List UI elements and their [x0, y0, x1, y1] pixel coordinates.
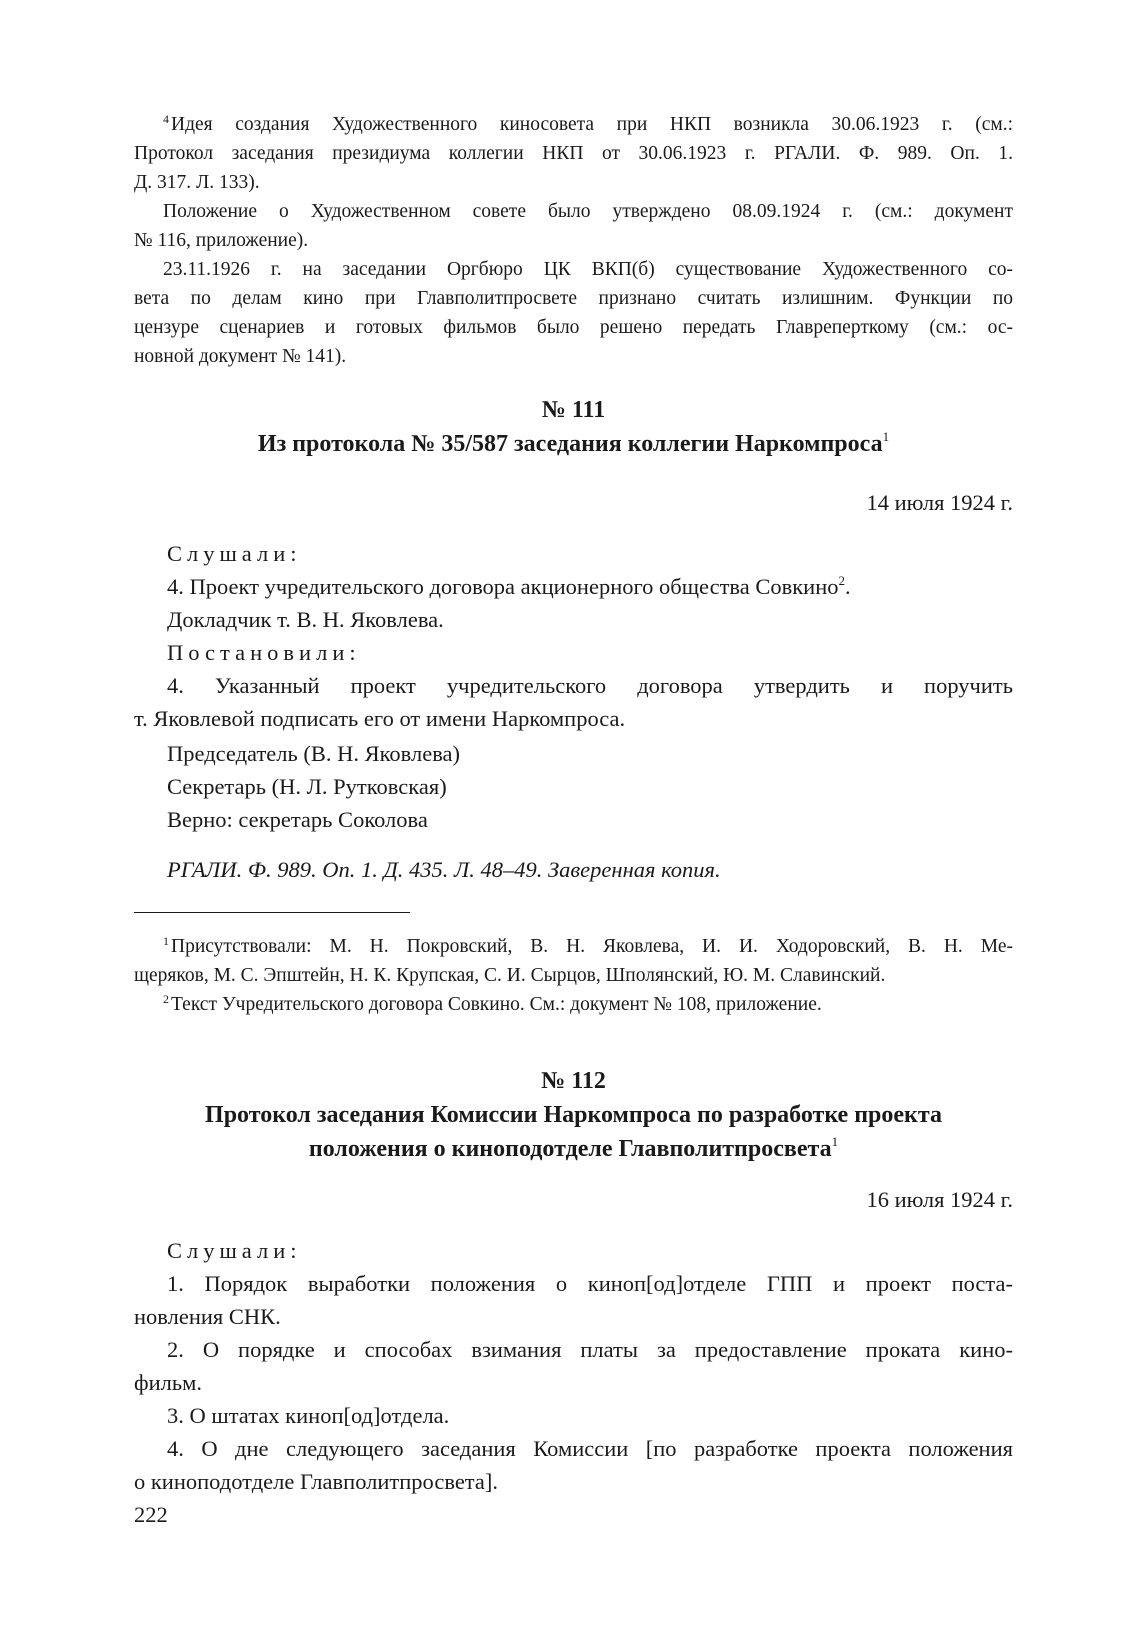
doc112-header	[134, 1064, 1013, 1166]
note-p2-line-1: Положение о Художественном совете было утверждено 08.09.1924 г. (см.: документ	[163, 201, 1013, 222]
doc112-item2-line-2: фильм.	[134, 1370, 202, 1395]
doc112-heard-label: Слушали:	[167, 1238, 302, 1263]
doc111-footnote1-line-1: $^1$ Присутствовали: М. Н. Покровский, В. Н. Яковлева, И. И. Ходоровский, В. Н. Ме-	[163, 934, 1013, 957]
doc111-footnote2: $^2$ Текст Учредительского договора Совкино. См.: документ № 108, приложение.	[163, 992, 822, 1015]
doc112-item4-line-2: о киноподотделе Главполитпросвета].	[134, 1469, 499, 1494]
doc111-signatures	[134, 737, 1013, 836]
doc111-speaker: Докладчик т. В. Н. Яковлева.	[167, 607, 444, 632]
doc111-footnote1-mark: 1	[163, 934, 169, 948]
note-p2-line-2: № 116, приложение).	[134, 230, 309, 251]
doc112-item3: 3. О штатах киноп[од]отдела.	[167, 1403, 450, 1428]
doc111-decision-line-2: т. Яковлевой подписать его от имени Наркомпроса.	[134, 706, 626, 731]
top-notes	[134, 110, 1013, 371]
doc112-number: № 112	[541, 1068, 606, 1094]
note-p3-line-1: 23.11.1926 г. на заседании Оргбюро ЦК ВКП(б) существование Художественного со-	[163, 259, 1013, 280]
doc111-sign-chair: Председатель (В. Н. Яковлева)	[167, 741, 461, 766]
doc112-item1-line-2: новления СНК.	[134, 1304, 281, 1329]
note4-mark: 4	[163, 112, 169, 126]
footnote-divider	[134, 912, 410, 913]
doc111-footnote2-mark: 2	[163, 992, 169, 1006]
doc111-title: Из протокола № 35/587 заседания коллегии Наркомпроса$^1$	[257, 429, 890, 457]
doc111-date: 14 июля 1924 г.	[866, 490, 1013, 515]
doc111-decided-label: Постановили:	[167, 640, 361, 665]
note-p3-line-2: вета по делам кино при Главполитпросвете признано считать излишним. Функции по	[134, 288, 1013, 309]
doc111-heard-label: Слушали:	[167, 541, 302, 566]
note-p3-line-4: новной документ № 141).	[134, 346, 347, 367]
doc112-date: 16 июля 1924 г.	[866, 1187, 1013, 1212]
doc112-body	[134, 1234, 1013, 1498]
doc111-title-note: 1	[882, 429, 890, 444]
doc112-title-note: 1	[831, 1134, 839, 1149]
doc111-header	[134, 393, 1013, 461]
doc111-date-block	[134, 486, 1013, 519]
doc111-archive-block	[134, 853, 1013, 886]
doc112-item1-line-1: 1. Порядок выработки положения о киноп[од]отделе ГПП и проект поста-	[167, 1271, 1013, 1296]
page-number: 222	[134, 1502, 168, 1527]
doc111-item-heard-note: 2	[838, 573, 846, 588]
doc111-sign-true: Верно: секретарь Соколова	[167, 807, 428, 832]
doc111-footnote1-line-2: щеряков, М. С. Эпштейн, Н. К. Крупская, С. И. Сырцов, Шполянский, Ю. М. Славинский.	[134, 965, 886, 986]
doc112-item2-line-1: 2. О порядке и способах взимания платы за предоставление проката кино-	[167, 1337, 1013, 1362]
doc112-item4-line-1: 4. О дне следующего заседания Комиссии [по разработке проекта положения	[167, 1436, 1013, 1461]
doc112-title-line-1: Протокол заседания Комиссии Наркомпроса по разработке проекта	[205, 1102, 942, 1128]
doc111-body	[134, 537, 1013, 735]
doc111-item-heard: 4. Проект учредительского договора акционерного общества Совкино$^2$.	[167, 573, 851, 599]
note4-line-1: $^4$ Идея создания Художественного киносовета при НКП возникла 30.06.1923 г. (см.:	[163, 112, 1013, 135]
note4-line-2: Протокол заседания президиума коллегии НКП от 30.06.1923 г. РГАЛИ. Ф. 989. Оп. 1.	[134, 143, 1013, 164]
doc112-date-block	[134, 1183, 1013, 1216]
note4-line-3: Д. 317. Л. 133).	[134, 172, 260, 193]
doc112-title-line-2: положения о киноподотделе Главполитпросвета$^1$	[308, 1134, 839, 1162]
doc111-sign-secretary: Секретарь (Н. Л. Рутковская)	[167, 774, 447, 799]
doc111-decision-line-1: 4. Указанный проект учредительского договора утвердить и поручить	[167, 673, 1013, 698]
doc111-archive: РГАЛИ. Ф. 989. Оп. 1. Д. 435. Л. 48–49. Заверенная копия.	[167, 857, 721, 882]
doc111-number: № 111	[541, 397, 606, 423]
note-p3-line-3: цензуре сценариев и готовых фильмов было решено передать Главреперткому (см.: ос-	[134, 317, 1013, 338]
doc111-footnotes	[134, 932, 1013, 1019]
